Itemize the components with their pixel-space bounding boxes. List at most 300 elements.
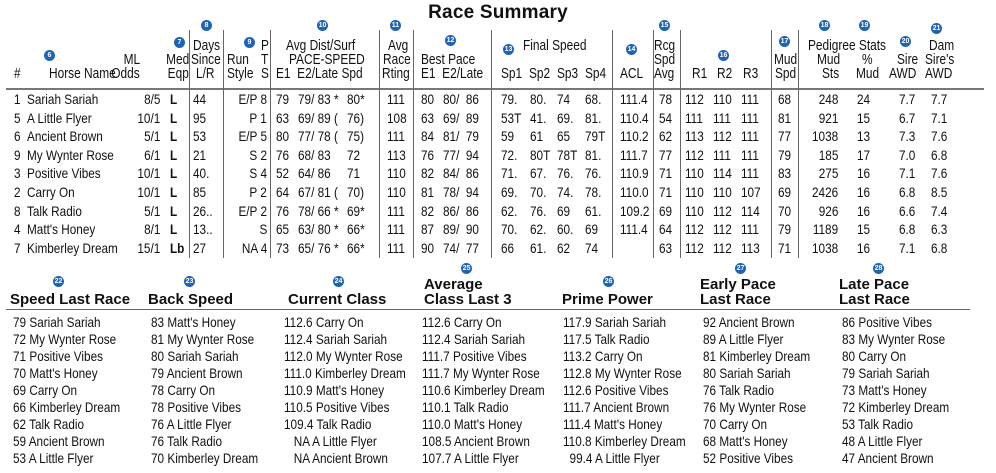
badge-6: 6 bbox=[44, 50, 55, 61]
table-row bbox=[0, 202, 996, 220]
list-title-speed-last-race: Speed Last Race bbox=[10, 291, 131, 308]
cell-sp4: 81. bbox=[585, 109, 602, 126]
cell-med: L bbox=[170, 146, 178, 163]
list-item: 86 Positive Vibes bbox=[842, 314, 932, 330]
list-item: 89 A Little Flyer bbox=[703, 331, 784, 347]
cell-pctmud: 17 bbox=[857, 146, 871, 163]
badge-24: 24 bbox=[334, 278, 343, 285]
cell-r1: 111 bbox=[685, 109, 703, 126]
list-item: 112.6 Carry On bbox=[422, 314, 502, 330]
cell-odds: 5/1 bbox=[143, 202, 160, 219]
cell-name[interactable]: Positive Vibes bbox=[27, 165, 101, 182]
cell-avg: 108 bbox=[387, 109, 407, 126]
cell-style: NA 4 bbox=[241, 239, 267, 256]
cell-med: L bbox=[170, 184, 178, 200]
list-item: 73 Matt's Honey bbox=[842, 382, 927, 398]
cell-sp3: 69. bbox=[557, 109, 574, 126]
cell-sp3: 76. bbox=[557, 165, 574, 182]
cell-sp1: 62. bbox=[501, 202, 518, 219]
header-ml-2: Odds bbox=[111, 66, 140, 82]
cell-mud: 79 bbox=[778, 221, 792, 238]
list-item: NA Ancient Brown bbox=[284, 450, 388, 466]
cell-name[interactable]: My Wynter Rose bbox=[27, 146, 114, 163]
cell-name[interactable]: Ancient Brown bbox=[27, 128, 103, 145]
cell-sp4: 61. bbox=[585, 202, 602, 219]
cell-sp1: 53T bbox=[501, 109, 522, 126]
list-item: 112.6 Carry On bbox=[284, 314, 364, 330]
cell-e2: 68/ 83 bbox=[298, 146, 331, 163]
badge-22: 22 bbox=[54, 278, 63, 285]
cell-mudsts: 2426 bbox=[811, 184, 838, 200]
cell-e2: 64/ 86 bbox=[298, 165, 331, 182]
header-mud-1: Mud bbox=[774, 52, 798, 68]
cell-num: 6 bbox=[14, 128, 21, 145]
table-row bbox=[0, 239, 996, 257]
cell-sp2: 67. bbox=[530, 165, 547, 182]
cell-mud: 83 bbox=[778, 165, 792, 182]
cell-name[interactable]: Talk Radio bbox=[27, 202, 82, 219]
badge-18: 18 bbox=[820, 22, 829, 29]
cell-mudsts: 248 bbox=[818, 91, 838, 107]
cell-days: 53 bbox=[193, 128, 207, 145]
badge-20: 20 bbox=[901, 38, 910, 45]
cell-r1: 113 bbox=[685, 128, 704, 145]
badge-8: 8 bbox=[201, 20, 212, 31]
list-title-average-class-last-3: Average bbox=[424, 276, 483, 293]
header-mud-sts-1: Mud bbox=[817, 52, 841, 68]
cell-mudsts: 1189 bbox=[812, 221, 838, 238]
cell-sp4: 76. bbox=[585, 165, 602, 182]
list-item: 110.8 Kimberley Dream bbox=[563, 433, 686, 449]
cell-mud: 77 bbox=[778, 128, 792, 145]
list-item: 70 Kimberley Dream bbox=[151, 450, 259, 466]
cell-e1: 65 bbox=[276, 221, 290, 238]
cell-e2: 69/ 89 ( bbox=[298, 109, 338, 126]
cell-days: 26.. bbox=[193, 202, 213, 219]
badge-13: 13 bbox=[504, 46, 513, 53]
cell-r2: 111 bbox=[713, 109, 731, 126]
cell-e1: 79 bbox=[276, 91, 290, 107]
cell-sp3: 60. bbox=[557, 221, 574, 238]
cell-mud: 71 bbox=[778, 239, 792, 256]
header-days-1: Days bbox=[193, 38, 221, 54]
cell-days: 40. bbox=[193, 165, 210, 182]
cell-days: 21 bbox=[193, 146, 207, 163]
cell-r3: 111 bbox=[741, 109, 759, 126]
list-title-back-speed: Back Speed bbox=[148, 291, 234, 308]
cell-num: 5 bbox=[14, 109, 21, 126]
header-med-2: Eqp bbox=[167, 66, 189, 82]
cell-r3: 111 bbox=[741, 128, 759, 145]
header-avg-2: Race bbox=[383, 52, 411, 68]
header-r3: R3 bbox=[743, 66, 759, 82]
list-item: 70 Carry On bbox=[703, 416, 768, 432]
cell-e2: 77/ 78 ( bbox=[298, 128, 338, 145]
cell-dam: 7.6 bbox=[931, 165, 948, 182]
cell-be2: 69/ 89 bbox=[443, 109, 479, 126]
cell-sp3: 74 bbox=[557, 91, 571, 107]
cell-avg: 110 bbox=[387, 184, 406, 200]
cell-mudsts: 926 bbox=[818, 202, 838, 219]
cell-be2: 89/ 90 bbox=[443, 221, 479, 238]
header-horse-name: Horse Name bbox=[49, 66, 116, 82]
list-item: NA A Little Flyer bbox=[284, 433, 377, 449]
list-item: 117.5 Talk Radio bbox=[563, 331, 650, 347]
cell-sp2: 80. bbox=[530, 91, 547, 107]
badge-11: 11 bbox=[391, 22, 400, 29]
cell-mudsts: 921 bbox=[818, 109, 838, 126]
cell-sire: 6.7 bbox=[899, 109, 916, 126]
list-item: 76 My Wynter Rose bbox=[703, 399, 807, 415]
cell-acl: 109.2 bbox=[620, 202, 650, 219]
header-pts-1: P bbox=[261, 38, 269, 54]
header-avg-3: Rting bbox=[382, 66, 410, 82]
cell-e1: 76 bbox=[276, 202, 290, 219]
cell-r1: 112 bbox=[685, 91, 704, 107]
cell-sp1: 72. bbox=[501, 146, 518, 163]
cell-r3: 111 bbox=[741, 165, 759, 182]
cell-e1: 80 bbox=[276, 128, 290, 145]
list-item: 53 Talk Radio bbox=[842, 416, 914, 432]
list-subtitle-early-pace-last-race: Last Race bbox=[700, 291, 771, 308]
header-dam-2: Sire's bbox=[925, 52, 955, 68]
cell-acl: 110.4 bbox=[620, 109, 649, 126]
cell-acl: 111.4 bbox=[620, 221, 648, 238]
badge-16: 16 bbox=[719, 52, 728, 59]
cell-acl: 111.4 bbox=[620, 91, 648, 107]
cell-r2: 112 bbox=[713, 202, 732, 219]
cell-style: E/P 2 bbox=[238, 202, 267, 219]
cell-dam: 7.6 bbox=[931, 128, 948, 145]
cell-be2: 80/ 86 bbox=[443, 91, 479, 107]
badge-28: 28 bbox=[874, 265, 883, 272]
cell-r1: 112 bbox=[685, 239, 704, 256]
list-subtitle-average-class-last-3: Class Last 3 bbox=[424, 291, 512, 308]
list-item: 117.9 Sariah Sariah bbox=[563, 314, 667, 330]
cell-late: 72 bbox=[347, 146, 361, 163]
list-item: 111.0 Kimberley Dream bbox=[284, 365, 406, 381]
cell-med: L bbox=[170, 109, 178, 126]
list-item: 80 Carry On bbox=[842, 348, 907, 364]
cell-num: 1 bbox=[14, 91, 21, 107]
cell-be2: 77/ 94 bbox=[443, 146, 479, 163]
header-pedigree: Pedigree Stats bbox=[808, 38, 887, 54]
list-item: 110.5 Positive Vibes bbox=[284, 399, 390, 415]
cell-be1: 63 bbox=[421, 109, 435, 126]
header-sire-2: AWD bbox=[889, 66, 917, 82]
header-pace-2: PACE-SPEED bbox=[289, 52, 365, 68]
header-rcg-1: Rcg bbox=[654, 38, 676, 54]
cell-sire: 7.1 bbox=[899, 239, 916, 256]
list-item: 111.7 Ancient Brown bbox=[563, 399, 670, 415]
cell-rcg: 78 bbox=[659, 91, 673, 107]
cell-late: 75) bbox=[347, 128, 364, 145]
cell-late: 70) bbox=[347, 184, 364, 200]
cell-odds: 8/1 bbox=[143, 221, 160, 238]
cell-be2: 74/ 77 bbox=[443, 239, 479, 256]
cell-avg: 111 bbox=[387, 202, 405, 219]
cell-name[interactable]: A Little Flyer bbox=[27, 109, 92, 126]
list-title-current-class: Current Class bbox=[288, 291, 387, 308]
cell-r3: 107 bbox=[741, 184, 761, 200]
list-item: 81 Kimberley Dream bbox=[703, 348, 811, 364]
cell-num: 3 bbox=[14, 165, 21, 182]
cell-r3: 111 bbox=[741, 146, 759, 163]
cell-sp4: 79T bbox=[585, 128, 606, 145]
list-item: 79 Sariah Sariah bbox=[842, 365, 930, 381]
cell-rcg: 62 bbox=[659, 128, 673, 145]
list-item: 111.4 Matt's Honey bbox=[563, 416, 663, 432]
cell-style: S 2 bbox=[249, 146, 267, 163]
header-mud-sts-2: Sts bbox=[822, 66, 840, 82]
cell-acl: 110.9 bbox=[620, 165, 649, 182]
badge-19: 19 bbox=[860, 22, 869, 29]
cell-sp3: 65 bbox=[557, 128, 571, 145]
list-item: 79 Sariah Sariah bbox=[13, 314, 101, 330]
cell-style: P 2 bbox=[249, 184, 267, 200]
cell-name[interactable]: Carry On bbox=[27, 184, 75, 200]
cell-sp3: 74. bbox=[557, 184, 574, 200]
cell-style: E/P 5 bbox=[238, 128, 267, 145]
cell-e1: 63 bbox=[276, 109, 290, 126]
cell-late: 71 bbox=[347, 165, 361, 182]
list-item: 109.4 Talk Radio bbox=[284, 416, 372, 432]
header-ml-1: ML bbox=[123, 52, 140, 68]
cell-sire: 7.0 bbox=[899, 146, 916, 163]
header-dam-1: Dam bbox=[929, 38, 955, 54]
cell-r2: 112 bbox=[713, 239, 732, 256]
cell-pctmud: 24 bbox=[857, 91, 871, 107]
badge-26: 26 bbox=[604, 278, 613, 285]
cell-num: 4 bbox=[14, 221, 21, 238]
header-best-2: E1 E2/Late bbox=[421, 66, 484, 82]
list-subtitle-late-pace-last-race: Last Race bbox=[839, 291, 910, 308]
table-row bbox=[0, 164, 996, 182]
cell-avg: 111 bbox=[387, 128, 405, 145]
cell-sp4: 74 bbox=[585, 239, 599, 256]
list-item: 79 Ancient Brown bbox=[151, 365, 243, 381]
cell-avg: 110 bbox=[387, 165, 406, 182]
cell-be2: 86/ 86 bbox=[443, 202, 479, 219]
badge-25: 25 bbox=[462, 265, 471, 272]
cell-r2: 112 bbox=[713, 221, 732, 238]
list-item: 76 A Little Flyer bbox=[151, 416, 232, 432]
header-med-1: Med bbox=[165, 52, 189, 68]
list-item: 78 Carry On bbox=[151, 382, 216, 398]
cell-med: L bbox=[170, 165, 178, 182]
cell-odds: 10/1 bbox=[137, 184, 160, 200]
cell-late: 80* bbox=[347, 91, 365, 107]
cell-odds: 6/1 bbox=[143, 146, 160, 163]
list-item: 80 Sariah Sariah bbox=[703, 365, 791, 381]
cell-late: 76) bbox=[347, 109, 364, 126]
cell-med: L bbox=[170, 128, 178, 145]
cell-days: 44 bbox=[193, 91, 207, 107]
table-row bbox=[0, 220, 996, 238]
cell-num: 7 bbox=[14, 239, 21, 256]
cell-mudsts: 1038 bbox=[811, 128, 838, 145]
cell-mud: 69 bbox=[778, 184, 792, 200]
badge-9: 9 bbox=[244, 37, 255, 48]
cell-sp3: 62 bbox=[557, 239, 571, 256]
cell-r3: 114 bbox=[741, 202, 760, 219]
cell-style: E/P 8 bbox=[238, 91, 267, 107]
cell-r3: 113 bbox=[741, 239, 760, 256]
list-title-early-pace-last-race: Early Pace bbox=[700, 276, 776, 293]
header-sp3: Sp3 bbox=[557, 66, 579, 82]
cell-late: 66* bbox=[347, 239, 365, 256]
header-pts-2: T bbox=[261, 52, 269, 68]
cell-r1: 110 bbox=[685, 165, 704, 182]
header-sp1: Sp1 bbox=[501, 66, 523, 82]
cell-med: L bbox=[170, 91, 178, 107]
cell-pctmud: 16 bbox=[857, 184, 871, 200]
cell-be1: 76 bbox=[421, 146, 435, 163]
header-sp4: Sp4 bbox=[585, 66, 607, 82]
table-row bbox=[0, 90, 996, 108]
cell-days: 27 bbox=[193, 239, 207, 256]
header-r2: R2 bbox=[717, 66, 733, 82]
cell-med: L bbox=[170, 202, 178, 219]
header-run-2: Style bbox=[227, 66, 254, 82]
cell-style: S bbox=[259, 221, 267, 238]
header-pts-3: S bbox=[261, 66, 269, 82]
list-item: 76 Talk Radio bbox=[151, 433, 223, 449]
cell-odds: 10/1 bbox=[137, 165, 160, 182]
cell-e1: 76 bbox=[276, 146, 290, 163]
cell-avg: 111 bbox=[387, 91, 405, 107]
cell-days: 13.. bbox=[193, 221, 213, 238]
cell-be1: 90 bbox=[421, 239, 435, 256]
header-acl: ACL bbox=[620, 66, 644, 82]
header-days-3: L/R bbox=[196, 66, 215, 82]
cell-rcg: 71 bbox=[659, 184, 673, 200]
cell-e2: 67/ 81 ( bbox=[298, 184, 338, 200]
cell-r3: 111 bbox=[741, 91, 759, 107]
cell-days: 85 bbox=[193, 184, 207, 200]
list-item: 47 Ancient Brown bbox=[842, 450, 934, 466]
cell-dam: 7.1 bbox=[931, 109, 948, 126]
cell-sire: 7.1 bbox=[899, 165, 916, 182]
header-pct-mud-1: % bbox=[862, 52, 873, 68]
cell-acl: 110.0 bbox=[620, 184, 649, 200]
list-item: 99.4 A Little Flyer bbox=[563, 450, 660, 466]
cell-e2: 79/ 83 * bbox=[298, 91, 339, 107]
header-final-speed: Final Speed bbox=[523, 38, 587, 54]
cell-e2: 65/ 76 * bbox=[298, 239, 339, 256]
cell-r2: 112 bbox=[713, 128, 732, 145]
cell-mud: 70 bbox=[778, 202, 792, 219]
header-pace-3: E1 E2/Late Spd bbox=[276, 66, 363, 82]
list-item: 53 A Little Flyer bbox=[13, 450, 94, 466]
cell-r1: 110 bbox=[685, 184, 704, 200]
cell-be2: 84/ 86 bbox=[443, 165, 479, 182]
cell-sp2: 80T bbox=[530, 146, 551, 163]
list-item: 76 Talk Radio bbox=[703, 382, 775, 398]
cell-pctmud: 15 bbox=[857, 221, 871, 238]
badge-7: 7 bbox=[174, 37, 185, 48]
cell-rcg: 63 bbox=[659, 239, 673, 256]
table-row bbox=[0, 146, 996, 164]
cell-rcg: 77 bbox=[659, 146, 673, 163]
list-item: 70 Matt's Honey bbox=[13, 365, 98, 381]
header-run-1: Run bbox=[227, 52, 249, 68]
cell-e1: 64 bbox=[276, 184, 290, 200]
list-item: 59 Ancient Brown bbox=[13, 433, 105, 449]
cell-name[interactable]: Kimberley Dream bbox=[27, 239, 118, 256]
cell-sire: 6.8 bbox=[899, 184, 916, 200]
cell-pctmud: 15 bbox=[857, 109, 871, 126]
list-item: 111.7 My Wynter Rose bbox=[422, 365, 540, 381]
header-sire-1: Sire bbox=[897, 52, 919, 68]
list-item: 78 Positive Vibes bbox=[151, 399, 241, 415]
cell-sp1: 79. bbox=[501, 91, 518, 107]
list-title-prime-power: Prime Power bbox=[562, 291, 653, 308]
header-rcg-2: Spd bbox=[654, 52, 676, 68]
cell-sire: 7.7 bbox=[899, 91, 916, 107]
cell-mud: 79 bbox=[778, 146, 792, 163]
badge-14: 14 bbox=[627, 46, 636, 53]
cell-r2: 114 bbox=[713, 165, 732, 182]
list-item: 83 Matt's Honey bbox=[151, 314, 236, 330]
cell-sp2: 61 bbox=[530, 128, 544, 145]
list-item: 107.7 A Little Flyer bbox=[422, 450, 519, 466]
cell-odds: 8/5 bbox=[143, 91, 160, 107]
list-item: 72 Kimberley Dream bbox=[842, 399, 950, 415]
cell-sp1: 69. bbox=[501, 184, 518, 200]
cell-sp3: 69 bbox=[557, 202, 571, 219]
cell-days: 95 bbox=[193, 109, 207, 126]
list-item: 110.6 Kimberley Dream bbox=[422, 382, 545, 398]
cell-e1: 52 bbox=[276, 165, 290, 182]
cell-sp4: 68. bbox=[585, 91, 602, 107]
cell-pctmud: 16 bbox=[857, 202, 871, 219]
cell-sp2: 61. bbox=[530, 239, 547, 256]
cell-rcg: 71 bbox=[659, 165, 673, 182]
cell-sp2: 62. bbox=[530, 221, 547, 238]
cell-name[interactable]: Sariah Sariah bbox=[27, 91, 99, 107]
cell-rcg: 54 bbox=[659, 109, 673, 126]
page-title: Race Summary bbox=[428, 2, 568, 23]
cell-e2: 78/ 66 * bbox=[298, 202, 339, 219]
cell-sire: 7.3 bbox=[899, 128, 916, 145]
cell-dam: 8.5 bbox=[931, 184, 948, 200]
cell-avg: 111 bbox=[387, 221, 405, 238]
list-item: 72 My Wynter Rose bbox=[13, 331, 117, 347]
cell-mud: 68 bbox=[778, 91, 792, 107]
cell-pctmud: 16 bbox=[857, 239, 871, 256]
list-item: 108.5 Ancient Brown bbox=[422, 433, 530, 449]
cell-be1: 87 bbox=[421, 221, 435, 238]
cell-rcg: 64 bbox=[659, 221, 673, 238]
list-item: 112.8 My Wynter Rose bbox=[563, 365, 682, 381]
cell-r2: 111 bbox=[713, 146, 731, 163]
cell-name[interactable]: Matt's Honey bbox=[27, 221, 96, 238]
header-pace-1: Avg Dist/Surf bbox=[286, 38, 356, 54]
cell-sp3: 78T bbox=[557, 146, 578, 163]
list-item: 52 Positive Vibes bbox=[703, 450, 793, 466]
header-sp2: Sp2 bbox=[529, 66, 551, 82]
cell-pctmud: 13 bbox=[857, 128, 871, 145]
cell-acl: 111.7 bbox=[620, 146, 648, 163]
badge-10: 10 bbox=[318, 22, 327, 29]
cell-odds: 15/1 bbox=[137, 239, 160, 256]
list-title-late-pace-last-race: Late Pace bbox=[839, 276, 910, 293]
cell-r2: 110 bbox=[713, 184, 732, 200]
cell-r1: 112 bbox=[685, 146, 704, 163]
cell-be2: 81/ 79 bbox=[443, 128, 479, 145]
cell-be1: 84 bbox=[421, 128, 435, 145]
